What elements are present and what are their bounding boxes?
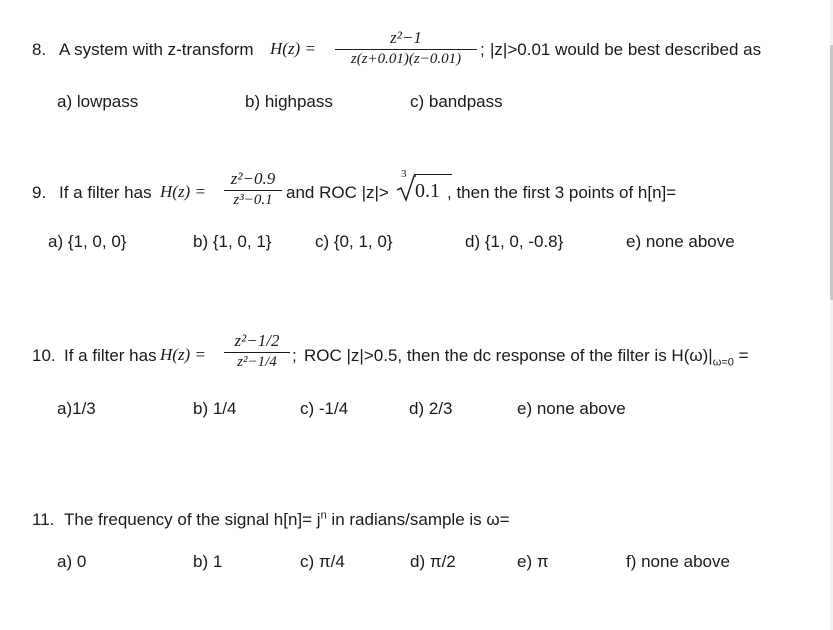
q9-radical-bar <box>414 174 452 175</box>
q9-option-b[interactable]: b) {1, 0, 1} <box>193 232 272 251</box>
q9-root-index: 3 <box>401 168 407 180</box>
q10-hz: H(z) = <box>160 345 206 364</box>
q8-numerator: z²−1 <box>390 28 422 47</box>
q11-text-a: The frequency of the signal h[n]= j <box>64 510 321 529</box>
q9-fraction <box>224 169 282 209</box>
q8-option-c[interactable]: c) bandpass <box>410 92 503 111</box>
q8-number: 8. <box>32 40 47 59</box>
q11-number: 11. <box>32 510 55 529</box>
q9-number: 9. <box>32 183 47 202</box>
q9-fraction-bar <box>224 190 282 191</box>
q9-radicand: 0.1 <box>415 180 440 202</box>
q11-exponent: n <box>320 509 327 522</box>
q8-fraction-bar <box>335 49 477 50</box>
q11-text <box>64 510 510 530</box>
q9-numerator: z²−0.9 <box>230 169 276 188</box>
q8-fraction <box>335 28 477 68</box>
q9-option-a[interactable]: a) {1, 0, 0} <box>48 232 127 251</box>
q9-hz: H(z) = <box>160 182 206 201</box>
q9-option-e[interactable]: e) none above <box>626 232 735 251</box>
q10-subscript: ω=0 <box>712 356 734 369</box>
q10-fraction-bar <box>224 352 290 353</box>
q8-hz: H(z) = <box>270 39 316 58</box>
q10-number: 10. <box>32 346 56 365</box>
q10-option-b[interactable]: b) 1/4 <box>193 399 237 418</box>
q9-suffix: , then the first 3 points of h[n]= <box>447 183 677 202</box>
q10-option-c[interactable]: c) -1/4 <box>300 399 349 418</box>
q10-denominator: z²−1/4 <box>237 354 277 370</box>
q11-option-b[interactable]: b) 1 <box>193 552 223 571</box>
q10-dc-response <box>304 346 749 369</box>
q10-fraction <box>224 331 290 371</box>
q10-prefix: If a filter has <box>64 346 157 365</box>
q11-option-c[interactable]: c) π/4 <box>300 552 345 571</box>
q9-option-d[interactable]: d) {1, 0, -0.8} <box>465 232 564 251</box>
q9-denominator: z³−0.1 <box>233 192 273 208</box>
q10-semicolon: ; <box>292 346 297 365</box>
q9-option-c[interactable]: c) {0, 1, 0} <box>315 232 393 251</box>
q10-option-e[interactable]: e) none above <box>517 399 626 418</box>
q11-option-d[interactable]: d) π/2 <box>410 552 456 571</box>
q8-suffix: |z|>0.01 would be best described as <box>490 40 762 59</box>
q10-suffix-b: = <box>733 346 749 365</box>
q10-numerator: z²−1/2 <box>234 331 280 350</box>
q11-option-a[interactable]: a) 0 <box>57 552 87 571</box>
q8-denominator: z(z+0.01)(z−0.01) <box>350 51 462 67</box>
q10-option-d[interactable]: d) 2/3 <box>409 399 453 418</box>
q8-option-b[interactable]: b) highpass <box>245 92 333 111</box>
q8-semicolon: ; <box>480 40 485 59</box>
q9-prefix: If a filter has <box>59 183 152 202</box>
q10-suffix-a: ROC |z|>0.5, then the dc response of the filter is H(ω)| <box>304 346 713 365</box>
q8-option-a[interactable]: a) lowpass <box>57 92 139 111</box>
q9-mid: and ROC |z|> <box>286 183 389 202</box>
q11-option-e[interactable]: e) π <box>517 552 549 571</box>
q10-option-a[interactable]: a)1/3 <box>57 399 96 418</box>
q11-text-b: in radians/sample is ω= <box>326 510 510 529</box>
q11-option-f[interactable]: f) none above <box>626 552 730 571</box>
radical-sign-icon <box>396 174 416 202</box>
q8-prefix: A system with z-transform <box>59 40 254 59</box>
